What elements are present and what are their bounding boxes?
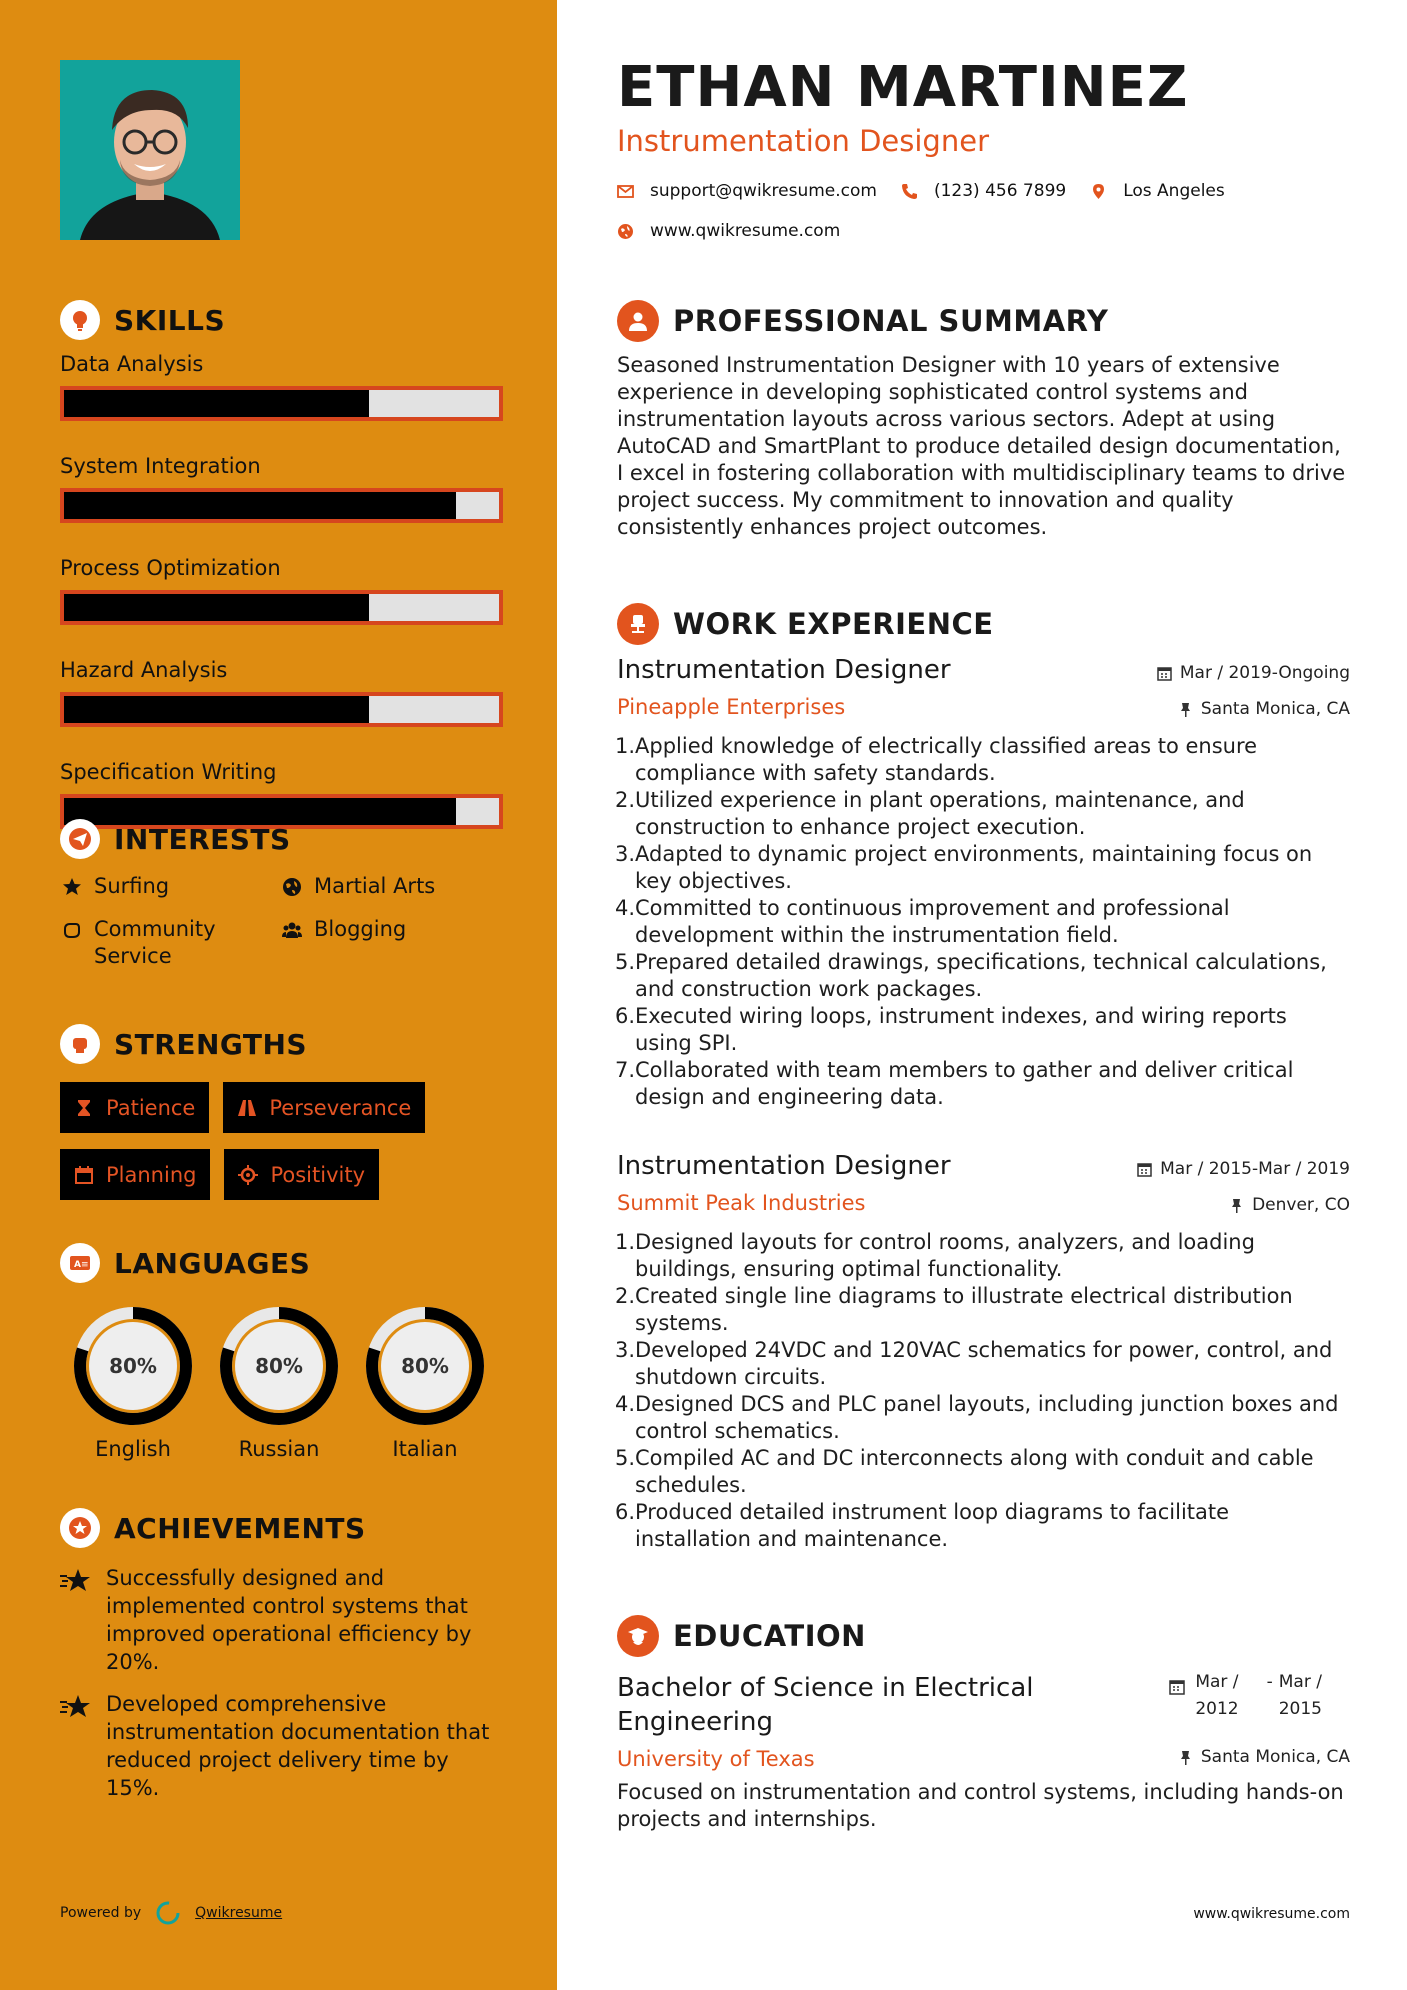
calendar-icon [1157, 666, 1172, 681]
powered-by [60, 1900, 282, 1926]
languages-title: LANGUAGES [114, 1246, 311, 1280]
job-location [1229, 1195, 1350, 1215]
skill-name: System Integration [60, 454, 261, 478]
qwikresume-link[interactable]: Qwikresume [195, 1905, 283, 1921]
job-location-text: Denver, CO [1252, 1195, 1350, 1215]
language-ring [364, 1305, 486, 1427]
skill-item [60, 448, 510, 523]
job-company: Summit Peak Industries [617, 1191, 866, 1215]
interest-label: Surfing [94, 874, 170, 898]
skill-bar-fill [64, 696, 369, 723]
achievements-title: ACHIEVEMENTS [114, 1511, 366, 1545]
interest-label: Martial Arts [314, 874, 436, 898]
email-contact[interactable] [617, 181, 877, 201]
phone-contact[interactable] [901, 181, 1066, 201]
skill-name: Process Optimization [60, 556, 281, 580]
job-bullets [617, 1229, 1350, 1553]
calendar-icon [1137, 1162, 1152, 1177]
interest-item [60, 916, 280, 970]
job-bullet: Produced detailed instrument loop diagrams to facilitate installation and maintenance. [635, 1500, 1230, 1551]
achievement-item [60, 1564, 510, 1676]
education-end-month: Mar / [1278, 1672, 1322, 1692]
experience-section [617, 603, 1350, 1553]
skills-list [60, 346, 510, 829]
experience-header [617, 603, 1350, 645]
interest-label: Community Service [94, 917, 216, 968]
job-bullet: Designed layouts for control rooms, analyzers, and loading buildings, ensuring optimal functionality. [635, 1230, 1255, 1281]
job-bullet: Prepared detailed drawings, specifications, technical calculations, and construction work packages. [635, 950, 1327, 1001]
gear-icon [238, 1165, 258, 1185]
education-end-year: 2015 [1278, 1699, 1322, 1719]
job-title: Instrumentation Designer [617, 655, 951, 685]
envelope-icon [617, 183, 634, 200]
skill-name: Hazard Analysis [60, 658, 228, 682]
strengths-header [60, 1024, 510, 1064]
skills-section [60, 300, 510, 856]
skill-name: Data Analysis [60, 352, 204, 376]
job-dates [1157, 663, 1350, 683]
languages-header [60, 1243, 510, 1283]
job-company: Pineapple Enterprises [617, 695, 846, 719]
job-bullet: Adapted to dynamic project environments, maintaining focus on key objectives. [635, 842, 1313, 893]
strength-badge [223, 1082, 425, 1133]
skill-item [60, 550, 510, 625]
hand-icon [60, 916, 84, 943]
education-entry [617, 1671, 1350, 1833]
summary-section [617, 300, 1350, 541]
job-bullet: Designed DCS and PLC panel layouts, including junction boxes and control schematics. [635, 1392, 1339, 1443]
job-bullet: Committed to continuous improvement and professional development within the instrumentation field. [635, 896, 1230, 947]
star-icon [60, 873, 84, 900]
strengths-title: STRENGTHS [114, 1027, 308, 1061]
website-contact[interactable] [617, 221, 840, 241]
language-icon [60, 1243, 100, 1283]
phone-icon [901, 183, 918, 200]
skill-bar [60, 692, 503, 727]
language-item [352, 1305, 498, 1461]
achievement-item [60, 1690, 510, 1802]
job-entry [617, 1151, 1350, 1553]
calendar-icon [74, 1165, 94, 1185]
experience-title: WORK EXPERIENCE [673, 607, 994, 641]
achievement-text: Successfully designed and implemented control systems that improved operational efficiency by 20%. [106, 1566, 472, 1674]
language-item [206, 1305, 352, 1461]
svg-text:A: A [74, 1260, 81, 1270]
pushpin-icon [1229, 1198, 1244, 1213]
website-text: www.qwikresume.com [650, 221, 841, 241]
strengths-section [60, 1024, 510, 1200]
skill-item [60, 346, 510, 421]
location-contact [1090, 181, 1225, 201]
email-text: support@qwikresume.com [650, 181, 877, 201]
language-name: Italian [392, 1437, 458, 1461]
website-row [617, 221, 864, 241]
job-location-text: Santa Monica, CA [1200, 699, 1350, 719]
education-description: Focused on instrumentation and control systems, including hands-on projects and internships. [617, 1780, 1344, 1831]
users-icon [280, 916, 304, 943]
skill-bar [60, 590, 503, 625]
strength-label: Positivity [270, 1162, 365, 1187]
education-section [617, 1615, 1350, 1833]
svg-text:≡: ≡ [81, 1260, 89, 1270]
road-icon [237, 1098, 257, 1118]
job-bullet: Collaborated with team members to gather and deliver critical design and engineering data. [635, 1058, 1294, 1109]
job-bullet: Created single line diagrams to illustrate electrical distribution systems. [635, 1284, 1293, 1335]
job-bullet: Developed 24VDC and 120VAC schematics for power, control, and shutdown circuits. [635, 1338, 1333, 1389]
footer-url[interactable]: www.qwikresume.com [1193, 1906, 1350, 1922]
languages-list [60, 1305, 510, 1461]
skill-bar-fill [64, 492, 456, 519]
strength-label: Patience [106, 1095, 196, 1120]
skill-name: Specification Writing [60, 760, 277, 784]
skills-header [60, 300, 510, 340]
job-bullet: Applied knowledge of electrically classified areas to ensure compliance with safety standards. [635, 734, 1258, 785]
office-chair-icon [617, 603, 659, 645]
skill-bar-fill [64, 594, 369, 621]
interest-item [60, 873, 280, 900]
language-percent: 80% [109, 1354, 157, 1378]
profile-photo [60, 60, 240, 240]
contact-row [617, 181, 1249, 201]
strength-badge [60, 1082, 209, 1133]
achievement-text: Developed comprehensive instrumentation documentation that reduced project delivery time by 15%. [106, 1692, 490, 1800]
education-start [1195, 1669, 1238, 1723]
education-location-text: Santa Monica, CA [1200, 1747, 1350, 1767]
paper-plane-icon [60, 819, 100, 859]
map-pin-icon [1090, 183, 1107, 200]
job-dates [1137, 1159, 1350, 1179]
skills-title: SKILLS [114, 303, 226, 337]
date-separator: - [1266, 1672, 1273, 1692]
pushpin-icon [1178, 1750, 1193, 1765]
job-bullet: Compiled AC and DC interconnects along with conduit and cable schedules. [635, 1446, 1314, 1497]
achievements-section [60, 1508, 510, 1802]
candidate-role: Instrumentation Designer [617, 124, 989, 158]
sidebar [0, 0, 557, 1990]
strength-label: Perseverance [269, 1095, 412, 1120]
user-icon [617, 300, 659, 342]
interests-list [60, 873, 510, 970]
achievements-header [60, 1508, 510, 1548]
trophy-star-icon [60, 1508, 100, 1548]
strength-badge [224, 1149, 379, 1200]
language-percent: 80% [401, 1354, 449, 1378]
star-burst-icon [60, 1564, 94, 1676]
summary-header [617, 300, 1350, 342]
education-end [1279, 1669, 1322, 1723]
skill-bar-fill [64, 390, 369, 417]
interest-label: Blogging [314, 917, 407, 941]
hourglass-icon [74, 1098, 94, 1118]
job-entry [617, 655, 1350, 1111]
job-dates-text: Mar / 2015-Mar / 2019 [1160, 1159, 1350, 1179]
globe-icon [617, 223, 634, 240]
avatar [60, 60, 240, 240]
lightbulb-icon [60, 300, 100, 340]
job-dates-text: Mar / 2019-Ongoing [1179, 663, 1350, 683]
job-location [1178, 699, 1350, 719]
pushpin-icon [1178, 702, 1193, 717]
education-dates [1169, 1669, 1322, 1723]
languages-section [60, 1243, 510, 1461]
education-start-month: Mar / [1195, 1672, 1239, 1692]
graduation-cap-icon [617, 1615, 659, 1657]
qwikresume-logo-icon [155, 1900, 181, 1926]
summary-text: Seasoned Instrumentation Designer with 10 years of extensive experience in developing sophisticated control systems and instrumentation layouts across various sectors. Adept at using AutoCAD and SmartPlant to produce detailed design documentation, I excel in fostering collaboration with multidisciplinary teams to drive project success. My commitment to innovation and quality consistently enhances project outcomes. [617, 353, 1346, 539]
star-burst-icon [60, 1690, 94, 1802]
school-name: University of Texas [617, 1747, 815, 1771]
globe-icon [280, 873, 304, 900]
skill-bar [60, 386, 503, 421]
skill-item [60, 754, 510, 829]
language-percent: 80% [255, 1354, 303, 1378]
interests-header [60, 819, 510, 859]
language-item [60, 1305, 206, 1461]
degree-title: Bachelor of Science in Electrical Engineering [617, 1673, 1034, 1737]
language-name: English [95, 1437, 171, 1461]
job-bullet: Utilized experience in plant operations, maintenance, and construction to enhance project execution. [635, 788, 1245, 839]
strengths-list [60, 1082, 490, 1200]
powered-by-label: Powered by [60, 1905, 142, 1921]
skill-bar [60, 488, 503, 523]
achievements-list [60, 1564, 510, 1802]
job-bullets [617, 733, 1350, 1111]
interest-item [280, 873, 500, 900]
interests-section [60, 819, 510, 970]
education-header [617, 1615, 1350, 1657]
phone-text: (123) 456 7899 [933, 181, 1067, 201]
interests-title: INTERESTS [114, 822, 291, 856]
location-text: Los Angeles [1123, 181, 1225, 201]
language-ring [72, 1305, 194, 1427]
strength-badge [60, 1149, 210, 1200]
education-start-year: 2012 [1195, 1699, 1239, 1719]
summary-title: PROFESSIONAL SUMMARY [673, 304, 1109, 338]
job-title: Instrumentation Designer [617, 1151, 951, 1181]
job-bullet: Executed wiring loops, instrument indexes, and wiring reports using SPI. [635, 1004, 1287, 1055]
education-location [1178, 1747, 1350, 1767]
strength-label: Planning [106, 1162, 197, 1187]
language-name: Russian [238, 1437, 320, 1461]
calendar-icon [1169, 1679, 1185, 1695]
fist-icon [60, 1024, 100, 1064]
skill-item [60, 652, 510, 727]
education-title: EDUCATION [673, 1619, 866, 1653]
candidate-name: ETHAN MARTINEZ [617, 55, 1189, 120]
language-ring [218, 1305, 340, 1427]
interest-item [280, 916, 500, 970]
